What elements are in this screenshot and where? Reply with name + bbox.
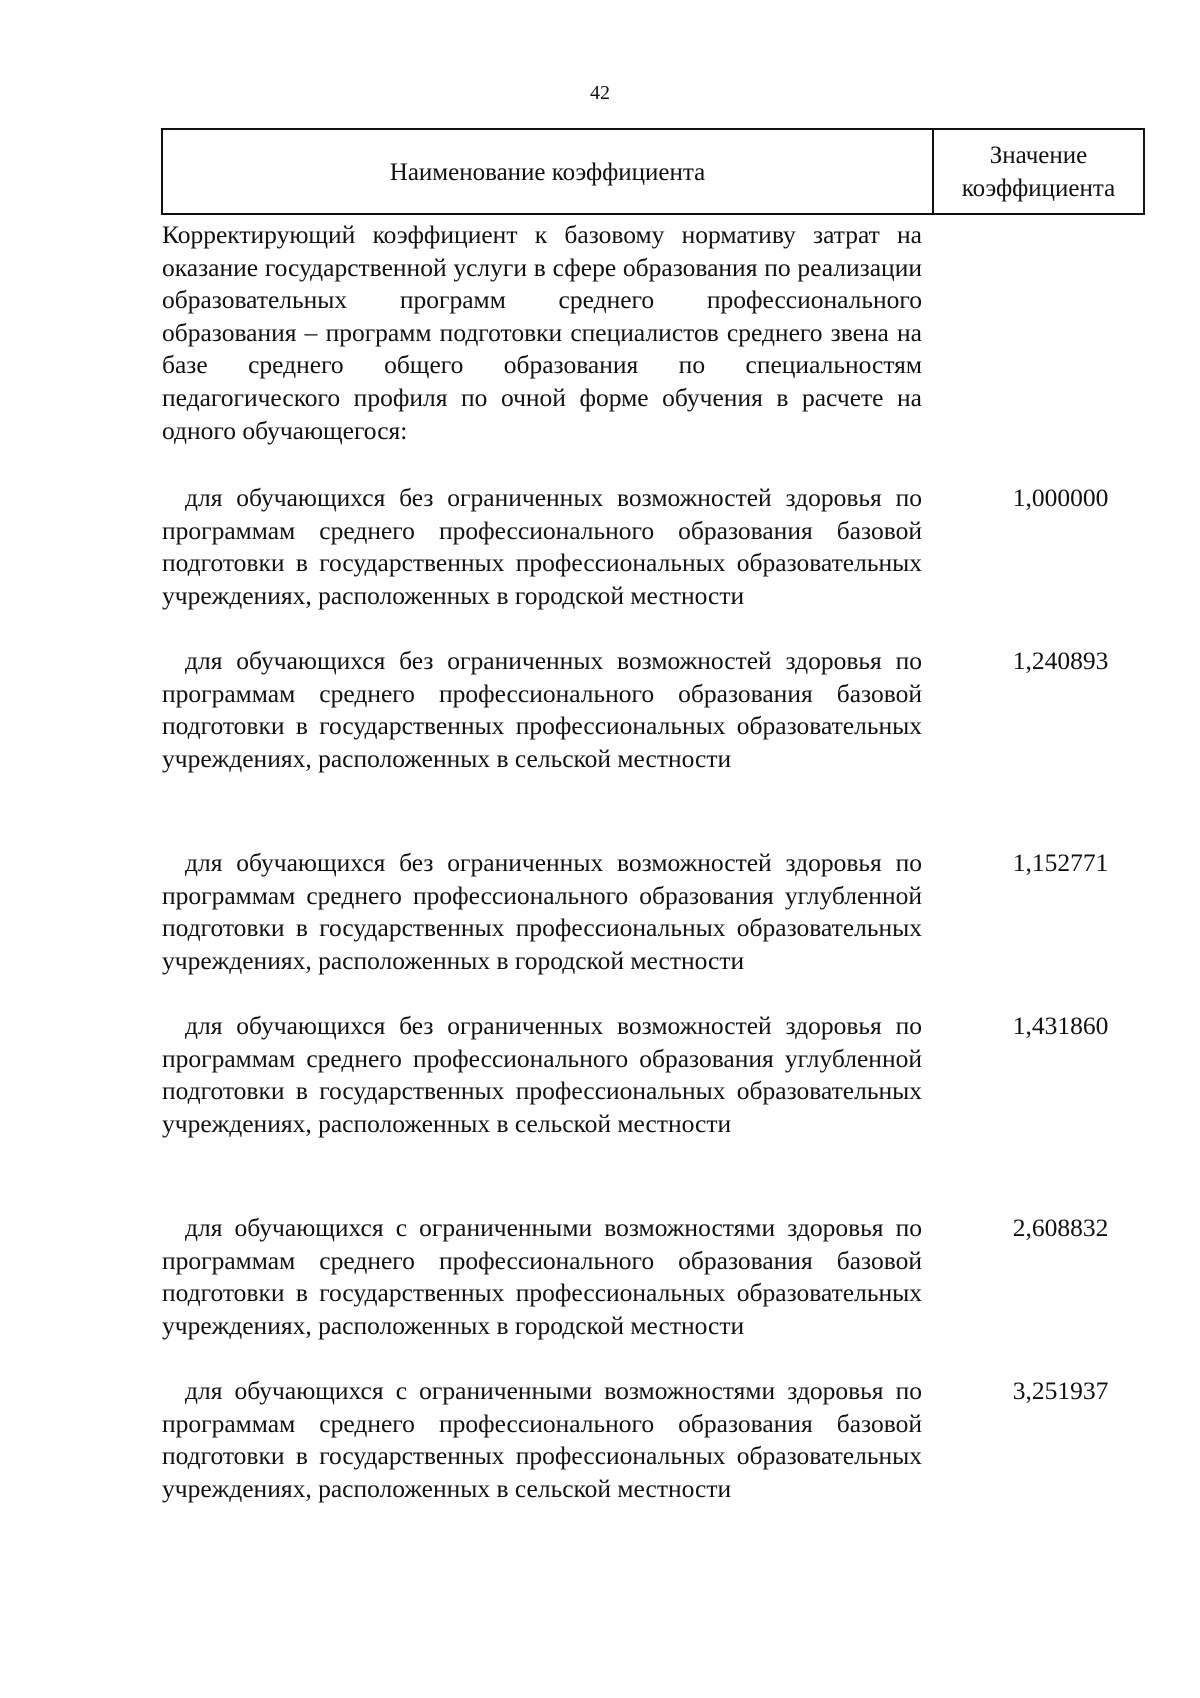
page-number: 42 [590,82,610,104]
intro-paragraph: Корректирующий коэффициент к базовому нормативу затрат на оказание государственной услуги в сфере образования по реализации образовательных программ среднего профессионального образования – программ подготовки специалистов среднего звена на базе среднего общего образования по специальностям педагогического профиля по очной форме обучения в расчете на одного обучающегося: [162,220,922,445]
row-value: 1,000000 [1012,483,1109,512]
row-description: для обучающихся без ограниченных возможностей здоровья по программам среднего профессионального образования углубленной подготовки в государственных профессиональных образовательных учреждениях, расположенных в сельской местности [162,1011,922,1138]
header-name-column: Наименование коэффициента [163,130,934,213]
table-row [162,1212,1145,1342]
table-row [162,1010,1145,1140]
table-row [162,645,1145,775]
header-value-column [934,130,1143,213]
row-value: 1,152771 [1012,848,1109,877]
row-description: для обучающихся без ограниченных возможностей здоровья по программам среднего профессионального образования базовой подготовки в государственных профессиональных образовательных учреждениях, расположенных в сельской местности [162,646,922,773]
table-row [162,847,1145,977]
row-value: 2,608832 [1012,1213,1109,1242]
table-row [162,1375,1145,1505]
row-value: 3,251937 [1012,1376,1109,1405]
table-header [161,128,1145,215]
row-description: для обучающихся с ограниченными возможностями здоровья по программам среднего профессионального образования базовой подготовки в государственных профессиональных образовательных учреждениях, расположенных в сельской местности [162,1376,922,1503]
row-description: для обучающихся с ограниченными возможностями здоровья по программам среднего профессионального образования базовой подготовки в государственных профессиональных образовательных учреждениях, расположенных в городской местности [162,1213,922,1340]
row-description: для обучающихся без ограниченных возможностей здоровья по программам среднего профессионального образования углубленной подготовки в государственных профессиональных образовательных учреждениях, расположенных в городской местности [162,848,922,975]
header-value-line2: коэффициента [961,174,1116,202]
row-description: для обучающихся без ограниченных возможностей здоровья по программам среднего профессионального образования базовой подготовки в государственных профессиональных образовательных учреждениях, расположенных в городской местности [162,483,922,610]
row-value: 1,240893 [1012,646,1109,675]
row-value: 1,431860 [1012,1011,1109,1040]
header-value-line1: Значение [989,141,1088,169]
table-row [162,482,1145,612]
